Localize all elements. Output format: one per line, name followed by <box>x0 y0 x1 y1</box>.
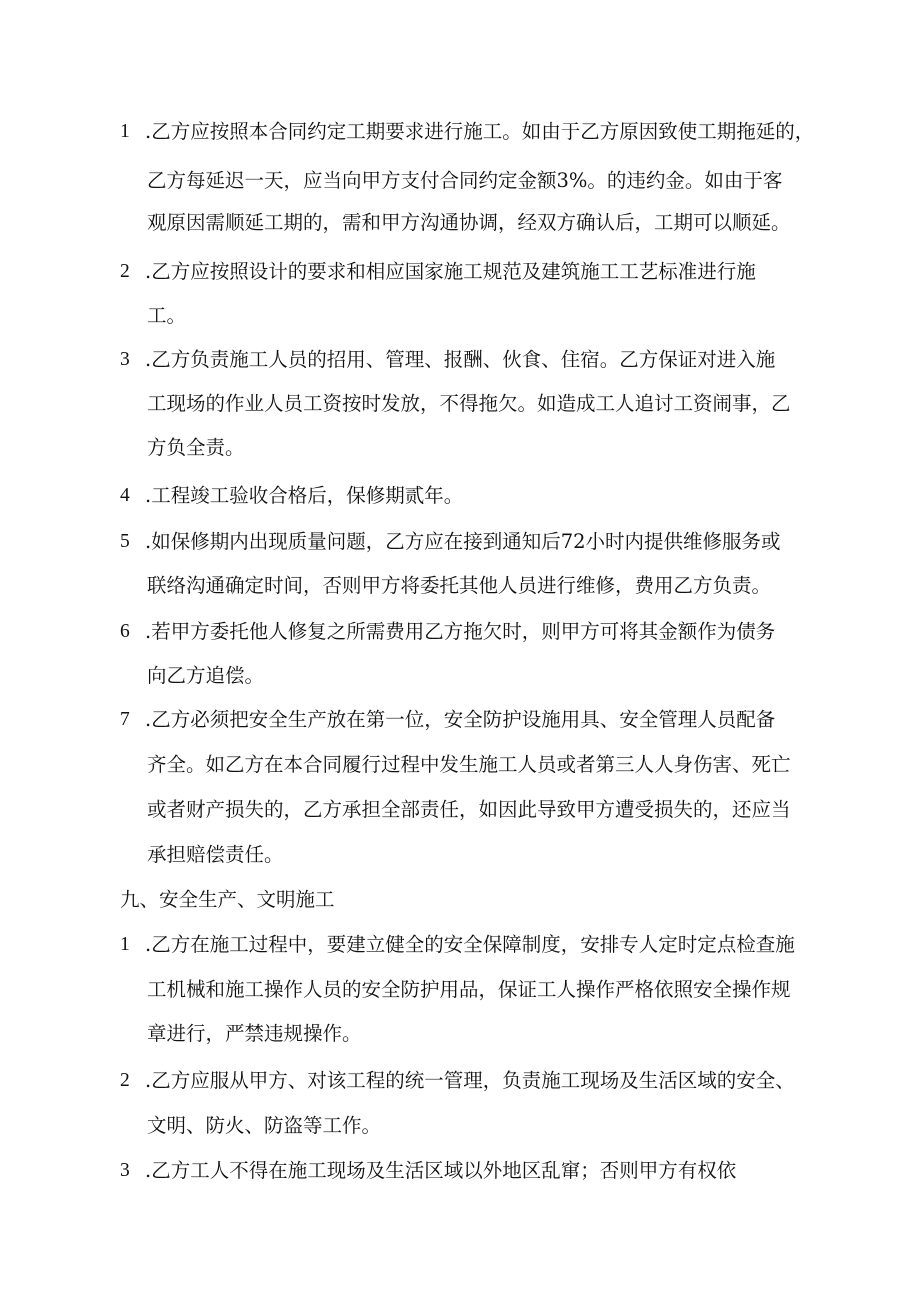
item-line: .工程竣工验收合格后，保修期贰年。 <box>145 484 464 507</box>
item-line: 齐全。如乙方在本合同履行过程中发生施工人员或者第三人人身伤害、死亡 <box>147 753 791 776</box>
item-line: 或者财产损失的，乙方承担全部责任，如因此导致甲方遭受损失的，还应当 <box>147 798 791 821</box>
item-line: 观原因需顺延工期的，需和甲方沟通协调，经双方确认后，工期可以顺延。 <box>147 211 791 234</box>
item-number: 1 <box>120 934 130 955</box>
item-line: .乙方负责施工人员的招用、管理、报酬、伙食、住宿。乙方保证对进入施 <box>145 348 776 371</box>
item-number: 6 <box>120 621 130 642</box>
item-number: 5 <box>120 531 130 552</box>
item-number: 4 <box>120 485 130 506</box>
item-line: 联络沟通确定时间，否则甲方将委托其他人员进行维修，费用乙方负责。 <box>147 574 772 597</box>
item-line: 章进行，严禁违规操作。 <box>147 1022 362 1045</box>
item-line: .乙方应按照设计的要求和相应国家施工规范及建筑施工工艺标准进行施 <box>145 260 756 283</box>
item-line: .若甲方委托他人修复之所需费用乙方拖欠时，则甲方可将其金额作为债务 <box>145 620 776 643</box>
item-line: .如保修期内出现质量问题，乙方应在接到通知后72小时内提供维修服务或 <box>145 530 781 553</box>
item-line: 向乙方追偿。 <box>147 664 265 687</box>
item-line: .乙方工人不得在施工现场及生活区域以外地区乱窜；否则甲方有权依 <box>145 1159 737 1182</box>
item-line: 工机械和施工操作人员的安全防护用品，保证工人操作严格依照安全操作规 <box>147 978 791 1001</box>
item-line: 方负全责。 <box>147 436 245 459</box>
item-line: .乙方在施工过程中，要建立健全的安全保障制度，安排专人定时定点检查施 <box>145 933 795 956</box>
item-line: .乙方应按照本合同约定工期要求进行施工。如由于乙方原因致使工期拖延的， <box>145 120 815 143</box>
item-number: 1 <box>120 121 130 142</box>
item-number: 3 <box>120 1160 130 1181</box>
item-line: 承担赔偿责任。 <box>147 843 284 866</box>
section-heading: 九、安全生产、文明施工 <box>120 888 335 911</box>
item-line: 工现场的作业人员工资按时发放，不得拖欠。如造成工人追讨工资闹事，乙 <box>147 392 791 415</box>
item-number: 2 <box>120 1070 130 1091</box>
item-line: 文明、防火、防盗等工作。 <box>147 1114 382 1137</box>
item-line: 乙方每延迟一天，应当向甲方支付合同约定金额3%。的违约金。如由于客 <box>147 169 783 192</box>
item-line: 工。 <box>147 304 187 327</box>
item-number: 2 <box>120 261 130 282</box>
item-number: 3 <box>120 349 130 370</box>
item-number: 7 <box>120 709 130 730</box>
item-line: .乙方应服从甲方、对该工程的统一管理，负责施工现场及生活区域的安全、 <box>145 1069 795 1092</box>
item-line: .乙方必须把安全生产放在第一位，安全防护设施用具、安全管理人员配备 <box>145 708 776 731</box>
